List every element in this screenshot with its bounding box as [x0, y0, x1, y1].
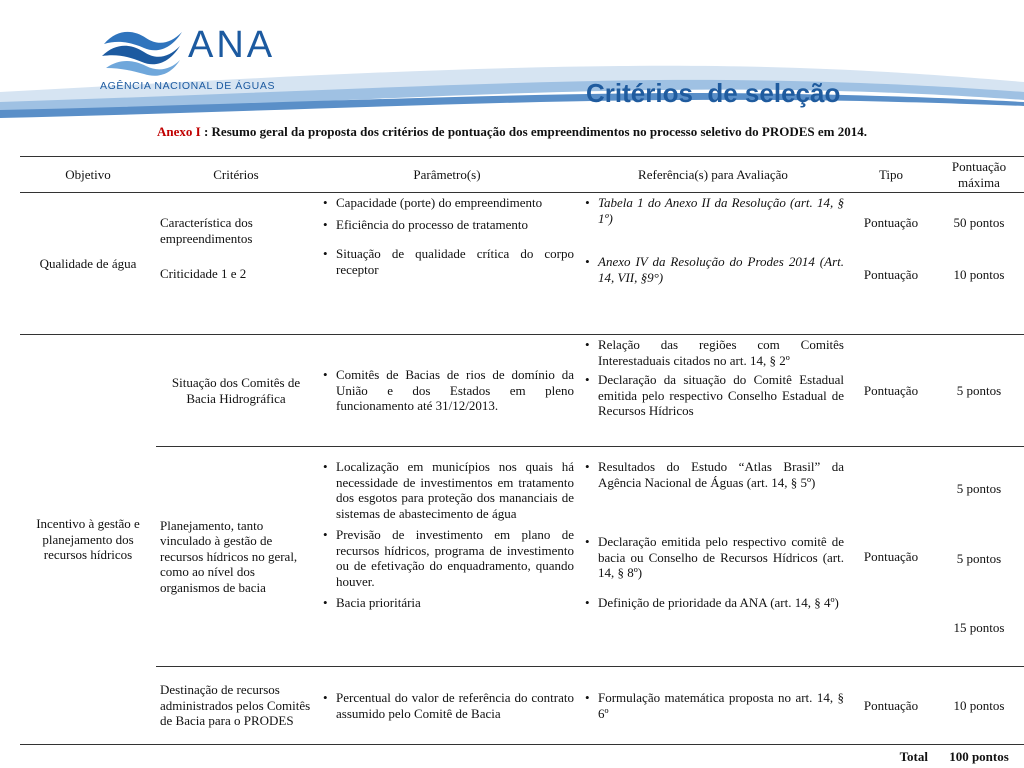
- criteria-text: Característica dos empreendimentos: [160, 215, 253, 246]
- type-cell: Pontuação: [848, 335, 934, 447]
- reference-cell: [578, 193, 848, 335]
- page-title: Critérios de seleção: [586, 78, 841, 108]
- criteria-cell: [156, 193, 316, 335]
- score-text: 5 pontos: [956, 550, 1002, 566]
- annex-label: Anexo I: [157, 124, 201, 139]
- list-item: • Anexo IV da Resolução do Prodes 2014 (Art. 14, VII, §9°): [582, 254, 844, 285]
- list-item: • Declaração emitida pelo respectivo comitê de bacia ou Conselho de Recursos Hídricos (art. 14, § 8º): [582, 534, 844, 581]
- criteria-cell: Destinação de recursos administrados pelos Comitês de Bacia para o PRODES: [160, 682, 311, 729]
- list-item: • Percentual do valor de referência do contrato assumido pelo Comitê de Bacia: [320, 690, 574, 721]
- column-header: Pontuação máxima: [934, 157, 1024, 193]
- type-text: Pontuação: [863, 215, 919, 230]
- type-cell: [848, 193, 934, 335]
- list-item: • Previsão de investimento em plano de recursos hídricos, programa de investimento ou de efetivação do enquadramento, quando houver.: [320, 527, 574, 589]
- list-item: • Comitês de Bacias de rios de domínio da União e dos Estados em pleno funcionamento até 31/12/2013.: [320, 367, 574, 414]
- parameter-cell: [316, 193, 578, 335]
- criteria-table: [20, 156, 1024, 768]
- column-header: Tipo: [848, 157, 934, 193]
- reference-cell: [578, 447, 848, 667]
- criteria-cell: Planejamento, tanto vinculado à gestão de recursos hídricos no geral, como ao nível dos organismos de bacia: [156, 447, 316, 667]
- score-cell: 10 pontos: [953, 697, 1005, 713]
- list-item: • Localização em municípios nos quais há necessidade de investimentos em tratamento dos esgotos para proteção dos mananciais de sistemas de abastecimento de água: [320, 459, 574, 521]
- score-cell: 5 pontos: [934, 335, 1024, 447]
- score-text: 50 pontos: [953, 215, 1005, 230]
- score-text: 15 pontos: [953, 620, 1005, 635]
- parameter-cell: [316, 667, 578, 745]
- logo-text: ANA: [188, 24, 276, 66]
- score-text: 10 pontos: [953, 266, 1005, 282]
- total-row: [20, 745, 1024, 768]
- list-item: • Resultados do Estudo “Atlas Brasil” da Agência Nacional de Águas (art. 14, § 5º): [582, 459, 844, 490]
- ana-logo: [100, 22, 290, 102]
- table-row: [20, 667, 1024, 745]
- type-cell: Pontuação: [863, 697, 919, 713]
- table-header-row: [20, 157, 1024, 193]
- reference-cell: [578, 335, 848, 447]
- total-label: Total: [20, 745, 934, 768]
- parameter-cell: [316, 447, 578, 667]
- table-row: [20, 335, 1024, 447]
- objective-cell: Qualidade de água: [20, 193, 156, 335]
- parameter-cell: [316, 335, 578, 447]
- list-item: • Formulação matemática proposta no art. 14, § 6º: [582, 690, 844, 721]
- criteria-cell: Situação dos Comitês de Bacia Hidrográfica: [156, 335, 316, 447]
- logo-subtitle: AGÊNCIA NACIONAL DE ÁGUAS: [100, 80, 276, 92]
- annex-text: : Resumo geral da proposta dos critérios de pontuação dos empreendimentos no processo seletivo do PRODES em 2014.: [203, 124, 867, 139]
- reference-cell: [578, 667, 848, 745]
- objective-cell: Incentivo à gestão e planejamento dos recursos hídricos: [20, 335, 156, 745]
- score-cell: [934, 193, 1024, 335]
- column-header: Objetivo: [20, 157, 156, 193]
- criteria-text: Criticidade 1 e 2: [160, 266, 247, 281]
- list-item: • Declaração da situação do Comitê Estadual emitida pelo respectivo Conselho Estadual de Recursos Hídricos: [582, 372, 844, 419]
- ana-wave-logo-icon: [100, 22, 184, 78]
- table-row: [20, 193, 1024, 335]
- list-item: • Eficiência do processo de tratamento: [320, 217, 574, 233]
- list-item: • Capacidade (porte) do empreendimento: [320, 195, 574, 211]
- table-row: [20, 447, 1024, 667]
- score-text: 5 pontos: [956, 481, 1002, 496]
- column-header: Referência(s) para Avaliação: [578, 157, 848, 193]
- column-header: Critérios: [156, 157, 316, 193]
- list-item: • Tabela 1 do Anexo II da Resolução (art. 14, § 1º): [582, 195, 844, 226]
- list-item: • Bacia prioritária: [320, 595, 574, 611]
- annex-caption: [0, 124, 1024, 140]
- list-item: • Definição de prioridade da ANA (art. 14, § 4º): [582, 595, 844, 611]
- column-header: Parâmetro(s): [316, 157, 578, 193]
- type-text: Pontuação: [863, 266, 919, 282]
- score-cell: [934, 447, 1024, 667]
- list-item: • Relação das regiões com Comitês Interestaduais citados no art. 14, § 2º: [582, 337, 844, 368]
- list-item: • Situação de qualidade crítica do corpo receptor: [320, 246, 574, 277]
- total-value: 100 pontos: [934, 745, 1024, 768]
- type-cell: Pontuação: [848, 447, 934, 667]
